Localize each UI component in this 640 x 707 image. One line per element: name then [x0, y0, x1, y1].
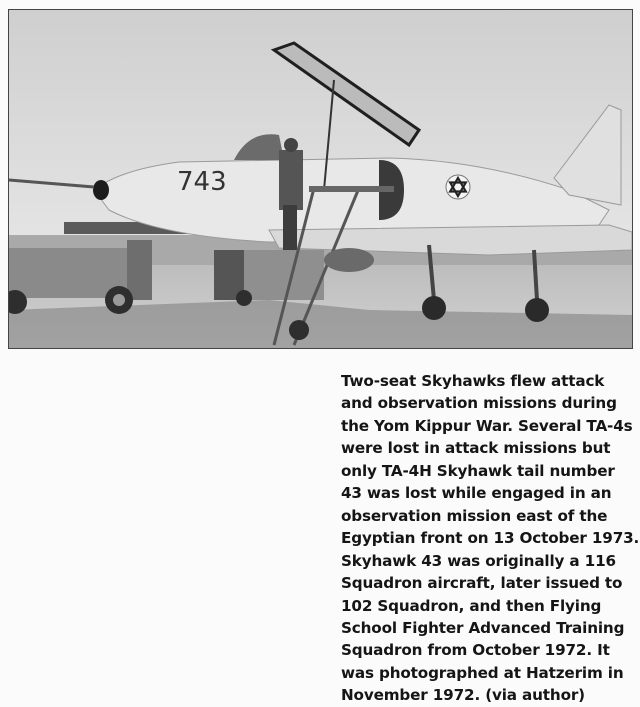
caption-line: School Fighter Advanced Training: [341, 618, 625, 637]
caption-line: 43 was lost while engaged in an: [341, 484, 612, 503]
caption-line: Squadron from October 1972. It: [341, 641, 610, 660]
caption-line: 102 Squadron, and then Flying: [341, 596, 602, 615]
aircraft-photo: [8, 9, 633, 349]
caption-line: November 1972. (via author): [341, 686, 585, 705]
photo-caption: [341, 370, 640, 707]
caption-line: the Yom Kippur War. Several TA-4s: [341, 416, 633, 435]
caption-line: were lost in attack missions but: [341, 439, 611, 458]
caption-line: Egyptian front on 13 October 1973.: [341, 529, 640, 548]
caption-line: only TA-4H Skyhawk tail number: [341, 461, 615, 480]
caption-line: and observation missions during: [341, 394, 617, 413]
star-of-david-roundel: [446, 175, 470, 199]
caption-line: observation mission east of the: [341, 506, 608, 525]
nose-number: 743: [177, 167, 227, 197]
caption-line: Skyhawk 43 was originally a 116: [341, 551, 616, 570]
skyhawk-photo-illustration: [9, 10, 632, 348]
caption-line: Two-seat Skyhawks flew attack: [341, 372, 605, 390]
caption-line: Squadron aircraft, later issued to: [341, 574, 623, 593]
caption-line: was photographed at Hatzerim in: [341, 663, 624, 682]
